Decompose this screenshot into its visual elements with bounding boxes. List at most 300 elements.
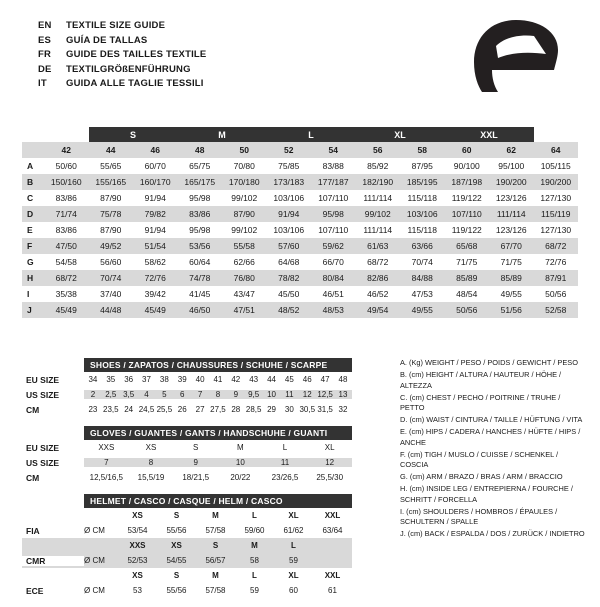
measurement-cell: 83/86 — [44, 190, 89, 206]
helmet-size-cell: XXL — [324, 571, 341, 580]
shoes-cell: 30,5 — [299, 405, 316, 414]
helmet-value-cell: 53 — [133, 586, 142, 595]
row-label: I — [22, 286, 44, 302]
gloves-cell: XL — [324, 443, 335, 452]
shoes-row-label: CM — [26, 404, 40, 415]
shoes-cell: 24,5 — [138, 405, 155, 414]
shoes-values — [84, 375, 352, 384]
measurement-cell: 190/200 — [489, 174, 534, 190]
measurement-cell: 49/52 — [89, 238, 134, 254]
gloves-cell: 18/21,5 — [182, 473, 210, 482]
shoes-cell: 24 — [124, 405, 134, 414]
measurement-cell: 87/90 — [89, 222, 134, 238]
helmet-size-cell: S — [173, 511, 180, 520]
shoes-cell: 31,5 — [317, 405, 333, 414]
measurement-cell: 90/100 — [445, 158, 490, 174]
helmet-size-values — [118, 541, 352, 550]
measurement-cell: 76/80 — [222, 270, 267, 286]
helmet-size-cell: M — [251, 541, 258, 550]
gloves-row — [22, 470, 352, 485]
measurement-cell: 119/122 — [445, 222, 490, 238]
helmet-standard-label: ECE — [26, 585, 44, 596]
measurement-cell: 115/118 — [400, 190, 445, 206]
shoes-cell: 28,5 — [245, 405, 262, 414]
shoes-table — [22, 358, 352, 417]
shoes-cell: 25,5 — [156, 405, 173, 414]
helmet-size-cell: M — [212, 511, 219, 520]
table-row — [22, 158, 578, 174]
gloves-cell: S — [193, 443, 199, 452]
measurement-cell: 160/170 — [133, 174, 178, 190]
row-label: H — [22, 270, 44, 286]
gloves-cell: 20/22 — [230, 473, 251, 482]
measurement-cell: 70/74 — [400, 254, 445, 270]
numeric-size-cell: 44 — [89, 142, 134, 158]
measurement-cell: 51/54 — [133, 238, 178, 254]
shoes-cell: 41 — [213, 375, 223, 384]
shoes-cell: 44 — [267, 375, 276, 384]
language-row — [38, 20, 206, 35]
gloves-cell: 7 — [104, 458, 109, 467]
legend-item: F. (cm) TIGH / MUSLO / CUISSE / SCHENKEL / COSCIA — [400, 449, 559, 470]
helmet-value-cell: 55/56 — [166, 526, 187, 535]
shoes-cell: 12 — [302, 390, 312, 399]
helmet-size-values — [118, 511, 352, 520]
helmet-value-cell: 57/58 — [205, 586, 226, 595]
table-row — [22, 270, 578, 286]
gloves-cell: 25,5/30 — [316, 473, 344, 482]
measurement-cell: 95/98 — [178, 222, 223, 238]
numeric-size-cell: 64 — [534, 142, 579, 158]
shoes-cell: 29 — [267, 405, 276, 414]
row-label: J — [22, 302, 44, 318]
language-code: ES — [38, 34, 52, 46]
helmet-size-cell: L — [291, 541, 296, 550]
measurement-cell: 111/114 — [489, 206, 534, 222]
gloves-table — [22, 426, 352, 485]
helmet-value-cell: 53/54 — [127, 526, 148, 535]
measurement-cell: 123/126 — [489, 190, 534, 206]
measurement-cell: 55/65 — [89, 158, 134, 174]
measurement-cell: 37/40 — [89, 286, 134, 302]
measurement-cell: 187/198 — [445, 174, 490, 190]
measurement-cell: 72/76 — [133, 270, 178, 286]
helmet-standard-label: CMR — [22, 556, 84, 566]
measurement-cell: 91/94 — [133, 222, 178, 238]
measurement-cell: 82/86 — [356, 270, 401, 286]
shoes-cell: 39 — [177, 375, 187, 384]
language-title: TEXTILGRÖßENFÜHRUNG — [66, 63, 191, 75]
legend-item: C. (cm) CHEST / PECHO / POITRINE / TRUHE / PETTO — [400, 392, 561, 413]
helmet-size-cell: M — [212, 571, 219, 580]
gloves-cell: M — [237, 443, 244, 452]
language-title: GUÍA DE TALLAS — [66, 34, 148, 46]
shoes-cell: 27,5 — [210, 405, 226, 414]
shoes-cell: 32 — [338, 405, 348, 414]
shoes-row — [22, 372, 352, 387]
helmet-value-cell: 63/64 — [322, 526, 343, 535]
measurement-cell: 56/60 — [89, 254, 134, 270]
numeric-size-cell: 56 — [356, 142, 401, 158]
measurement-cell: 78/82 — [267, 270, 312, 286]
numeric-size-cell: 48 — [178, 142, 223, 158]
helmet-value-cell: 55/56 — [166, 586, 187, 595]
gloves-cell: 9 — [193, 458, 198, 467]
shoes-cell: 28 — [231, 405, 241, 414]
measurement-cell: 127/130 — [534, 190, 579, 206]
numeric-size-cell: 52 — [267, 142, 312, 158]
lower-tables — [22, 358, 352, 607]
helmet-size-cell: L — [252, 511, 257, 520]
helmet-size-cell: XS — [171, 541, 182, 550]
row-label: A — [22, 158, 44, 174]
measurement-cell: 177/187 — [311, 174, 356, 190]
measurement-cell: 48/54 — [445, 286, 490, 302]
gloves-row-label: US SIZE — [26, 457, 60, 468]
size-group-label: XXL — [445, 127, 534, 142]
language-title: GUIDA ALLE TAGLIE TESSILI — [66, 78, 204, 89]
language-row — [38, 78, 206, 93]
helmet-values — [118, 556, 352, 565]
shoes-cell: 45 — [284, 375, 294, 384]
measurement-cell: 91/94 — [267, 206, 312, 222]
helmet-value-cell: 57/58 — [205, 526, 226, 535]
legend — [400, 358, 585, 541]
measurement-cell: 111/114 — [356, 222, 401, 238]
measurement-cell: 46/52 — [356, 286, 401, 302]
measurement-cell: 103/106 — [400, 206, 445, 222]
legend-item: J. (cm) BACK / ESPALDA / DOS / ZURÜCK / INDIETRO — [400, 529, 585, 539]
language-title: GUIDE DES TAILLES TEXTILE — [66, 49, 207, 60]
measurement-cell: 99/102 — [222, 190, 267, 206]
measurement-cell: 50/56 — [534, 286, 579, 302]
helmet-size-row — [22, 538, 352, 553]
shoes-row — [22, 402, 352, 417]
helmet-title: HELMET / CASCO / CASQUE / HELM / CASCO — [84, 494, 352, 508]
language-row — [38, 49, 206, 64]
shoes-cell: 13 — [338, 390, 348, 399]
gloves-title: GLOVES / GUANTES / GANTS / HANDSCHUHE / GUANTI — [84, 426, 352, 440]
helmet-size-cell: XS — [132, 571, 143, 580]
size-group-label: S — [89, 127, 178, 142]
gloves-cell: XS — [145, 443, 157, 452]
shoes-cell: 30 — [284, 405, 294, 414]
table-row — [22, 254, 578, 270]
spacer-cell — [534, 127, 579, 142]
measurement-cell: 41/45 — [178, 286, 223, 302]
numeric-size-cell: 54 — [311, 142, 356, 158]
measurement-cell: 60/64 — [178, 254, 223, 270]
helmet-size-cell: XXS — [129, 541, 146, 550]
row-label: B — [22, 174, 44, 190]
helmet-size-cell: XXL — [324, 511, 341, 520]
helmet-value-cell: 59/60 — [244, 526, 265, 535]
legend-item: H. (cm) INSIDE LEG / ENTREPIERNA / FOURCHE / SCHRITT / FORCELLA — [400, 484, 573, 504]
gloves-cell: 23/26,5 — [271, 473, 299, 482]
helmet-value-row — [22, 583, 352, 598]
gloves-cell: 11 — [280, 458, 290, 467]
helmet-size-values — [118, 571, 352, 580]
row-label: G — [22, 254, 44, 270]
measurement-cell: 64/68 — [267, 254, 312, 270]
measurement-cell: 68/72 — [534, 238, 579, 254]
measurement-cell: 72/76 — [534, 254, 579, 270]
measurement-cell: 71/75 — [445, 254, 490, 270]
gloves-values — [84, 443, 352, 452]
measurement-cell: 107/110 — [445, 206, 490, 222]
measurement-cell: 47/51 — [222, 302, 267, 318]
language-code: IT — [38, 78, 47, 89]
shoes-cell: 9 — [233, 390, 239, 399]
gloves-row-label: CM — [26, 472, 40, 483]
table-row — [22, 206, 578, 222]
measurement-cell: 105/115 — [534, 158, 579, 174]
measurement-cell: 48/52 — [267, 302, 312, 318]
shoes-cell: 34 — [88, 375, 98, 384]
measurement-cell: 71/74 — [44, 206, 89, 222]
shoes-cell: 35 — [106, 375, 116, 384]
helmet-size-cell: S — [173, 571, 180, 580]
legend-item: E. (cm) HIPS / CADERA / HANCHES / HÜFTE / HIPS / ANCHE — [400, 427, 581, 447]
measurement-cell: 51/56 — [489, 302, 534, 318]
gloves-cell: 8 — [148, 458, 154, 467]
helmet-table — [22, 494, 352, 598]
measurement-cell: 111/114 — [356, 190, 401, 206]
measurement-cell: 47/53 — [400, 286, 445, 302]
measurement-cell: 87/95 — [400, 158, 445, 174]
measurement-cell: 65/68 — [445, 238, 490, 254]
legend-item: A. (Kg) WEIGHT / PESO / POIDS / GEWICHT / PESO — [400, 358, 578, 367]
measurement-cell: 99/102 — [222, 222, 267, 238]
helmet-unit-label: Ø CM — [84, 586, 105, 595]
table-row — [22, 174, 578, 190]
table-row — [22, 238, 578, 254]
spacer-cell — [22, 127, 89, 142]
language-title: TEXTILE SIZE GUIDE — [66, 20, 166, 31]
helmet-size-cell: XL — [288, 571, 299, 580]
legend-item: I. (cm) SHOULDERS / HOMBROS / ÉPAULES / SCHULTERN / SPALLE — [400, 506, 558, 527]
numeric-size-cell: 58 — [400, 142, 445, 158]
measurement-cell: 85/92 — [356, 158, 401, 174]
gloves-row — [22, 440, 352, 455]
numeric-size-cell: 62 — [489, 142, 534, 158]
measurement-cell: 80/84 — [311, 270, 356, 286]
gloves-cell: XXS — [98, 443, 115, 452]
measurement-cell: 68/72 — [44, 270, 89, 286]
measurement-cell: 115/119 — [534, 206, 579, 222]
size-group-label: XL — [356, 127, 445, 142]
measurement-cell: 75/85 — [267, 158, 312, 174]
measurement-cell: 55/58 — [222, 238, 267, 254]
gloves-row — [22, 455, 352, 470]
gloves-values — [84, 458, 352, 467]
measurement-cell: 74/78 — [178, 270, 223, 286]
measurement-cell: 115/118 — [400, 222, 445, 238]
measurement-cell: 44/48 — [89, 302, 134, 318]
measurement-cell: 45/49 — [44, 302, 89, 318]
measurement-cell: 61/63 — [356, 238, 401, 254]
measurement-cell: 66/70 — [311, 254, 356, 270]
helmet-size-cell: L — [252, 571, 257, 580]
helmet-value-cell: 59 — [250, 586, 259, 595]
helmet-unit-label: Ø CM — [84, 526, 105, 535]
measurement-cell: 150/160 — [44, 174, 89, 190]
helmet-size-cell: XS — [132, 511, 143, 520]
helmet-size-row — [22, 568, 352, 583]
measurement-table — [22, 127, 578, 318]
helmet-value-row — [22, 523, 352, 538]
measurement-cell: 58/62 — [133, 254, 178, 270]
gloves-cell: 15,5/19 — [137, 473, 165, 482]
shoes-cell: 2 — [90, 390, 96, 399]
measurement-cell: 62/66 — [222, 254, 267, 270]
shoes-cell: 42 — [231, 375, 241, 384]
language-row — [38, 35, 206, 50]
measurement-cell: 85/89 — [489, 270, 534, 286]
helmet-value-cell: 60 — [289, 586, 298, 595]
shoes-cell: 9,5 — [248, 390, 260, 399]
shoes-cell: 23,5 — [103, 405, 119, 414]
measurement-cell: 107/110 — [311, 222, 356, 238]
shoes-cell: 37 — [142, 375, 151, 384]
measurement-cell: 54/58 — [44, 254, 89, 270]
measurement-cell: 39/42 — [133, 286, 178, 302]
shoes-cell: 27 — [195, 405, 205, 414]
table-row — [22, 222, 578, 238]
measurement-cell: 70/80 — [222, 158, 267, 174]
shoes-cell: 8 — [215, 390, 221, 399]
shoes-cell: 3,5 — [123, 390, 135, 399]
helmet-value-cell: 58 — [250, 556, 259, 565]
measurement-cell: 50/60 — [44, 158, 89, 174]
helmet-value-cell: 61 — [328, 586, 337, 595]
measurement-cell: 99/102 — [356, 206, 401, 222]
gloves-cell: 12 — [325, 458, 335, 467]
shoes-cell: 10 — [267, 390, 276, 399]
measurement-cell: 107/110 — [311, 190, 356, 206]
helmet-values — [118, 586, 352, 595]
measurement-cell: 91/94 — [133, 190, 178, 206]
helmet-standard-label: FIA — [26, 525, 40, 536]
measurement-cell: 87/91 — [534, 270, 579, 286]
gloves-cell: L — [282, 443, 288, 452]
measurement-cell: 43/47 — [222, 286, 267, 302]
measurement-cell: 50/56 — [445, 302, 490, 318]
language-code: EN — [38, 20, 52, 31]
measurement-cell: 87/90 — [89, 190, 134, 206]
numeric-size-row — [22, 142, 578, 158]
shoes-cell: 11 — [285, 390, 294, 399]
measurement-cell: 79/82 — [133, 206, 178, 222]
measurement-cell: 52/58 — [534, 302, 579, 318]
helmet-value-cell — [313, 556, 352, 565]
shoes-values — [84, 390, 352, 399]
shoes-cell: 48 — [338, 375, 348, 384]
measurement-cell: 170/180 — [222, 174, 267, 190]
helmet-value-row — [22, 553, 352, 568]
measurement-cell: 103/106 — [267, 190, 312, 206]
helmet-icon — [468, 18, 564, 100]
shoes-cell: 43 — [249, 375, 259, 384]
measurement-cell: 70/74 — [89, 270, 134, 286]
measurement-cell: 190/200 — [534, 174, 579, 190]
measurement-cell: 173/183 — [267, 174, 312, 190]
size-group-label: L — [267, 127, 356, 142]
shoes-cell: 5 — [162, 390, 167, 399]
measurement-cell: 95/100 — [489, 158, 534, 174]
shoes-cell: 47 — [320, 375, 330, 384]
language-row — [38, 64, 206, 79]
measurement-cell: 57/60 — [267, 238, 312, 254]
gloves-row-label: EU SIZE — [26, 442, 60, 453]
gloves-cell: 12,5/16,5 — [89, 473, 124, 482]
shoes-cell: 38 — [159, 375, 169, 384]
numeric-size-cell: 46 — [133, 142, 178, 158]
measurement-cell: 123/126 — [489, 222, 534, 238]
measurement-cell: 87/90 — [222, 206, 267, 222]
measurement-cell: 49/55 — [489, 286, 534, 302]
measurement-cell: 155/165 — [89, 174, 134, 190]
shoes-cell: 36 — [124, 375, 134, 384]
language-code: DE — [38, 63, 52, 75]
row-label: C — [22, 190, 44, 206]
shoes-cell: 7 — [197, 390, 203, 399]
legend-item: G. (cm) ARM / BRAZO / BRAS / ARM / BRACCIO — [400, 472, 563, 482]
measurement-cell: 63/66 — [400, 238, 445, 254]
helmet-value-cell: 56/57 — [205, 556, 226, 565]
measurement-cell: 68/72 — [356, 254, 401, 270]
table-row — [22, 302, 578, 318]
legend-item: B. (cm) HEIGHT / ALTURA / HAUTEUR / HÖHE / ALTEZZA — [400, 369, 562, 390]
measurement-cell: 127/130 — [534, 222, 579, 238]
measurement-cell: 83/86 — [44, 222, 89, 238]
measurement-cell: 103/106 — [267, 222, 312, 238]
measurement-cell: 49/54 — [356, 302, 401, 318]
helmet-size-cell: XL — [288, 511, 299, 520]
measurement-cell: 165/175 — [178, 174, 223, 190]
measurement-cell: 71/75 — [489, 254, 534, 270]
row-label: F — [22, 238, 44, 254]
measurement-cell: 119/122 — [445, 190, 490, 206]
measurement-cell: 35/38 — [44, 286, 89, 302]
shoes-cell: 46 — [302, 375, 312, 384]
measurement-cell: 185/195 — [400, 174, 445, 190]
row-label: E — [22, 222, 44, 238]
helmet-size-row — [22, 508, 352, 523]
helmet-value-cell: 54/55 — [166, 556, 187, 565]
helmet-value-cell: 52/53 — [127, 556, 148, 565]
measurement-cell: 95/98 — [178, 190, 223, 206]
shoes-cell: 40 — [195, 375, 205, 384]
table-row — [22, 190, 578, 206]
shoes-cell: 2,5 — [105, 390, 117, 399]
shoes-cell: 6 — [180, 390, 185, 399]
measurement-cell: 49/55 — [400, 302, 445, 318]
measurement-cell: 65/75 — [178, 158, 223, 174]
shoes-row-label: EU SIZE — [26, 374, 60, 385]
measurement-cell: 59/62 — [311, 238, 356, 254]
legend-item: D. (cm) WAIST / CINTURA / TAILLE / HÜFTUNG / VITA — [400, 415, 583, 425]
measurement-cell: 95/98 — [311, 206, 356, 222]
measurement-cell: 75/78 — [89, 206, 134, 222]
measurement-cell: 182/190 — [356, 174, 401, 190]
measurement-cell: 84/88 — [400, 270, 445, 286]
measurement-cell: 47/50 — [44, 238, 89, 254]
shoes-cell: 12,5 — [317, 390, 333, 399]
size-group-label: M — [178, 127, 267, 142]
shoes-row-label: US SIZE — [26, 389, 60, 400]
helmet-size-cell — [313, 541, 352, 550]
